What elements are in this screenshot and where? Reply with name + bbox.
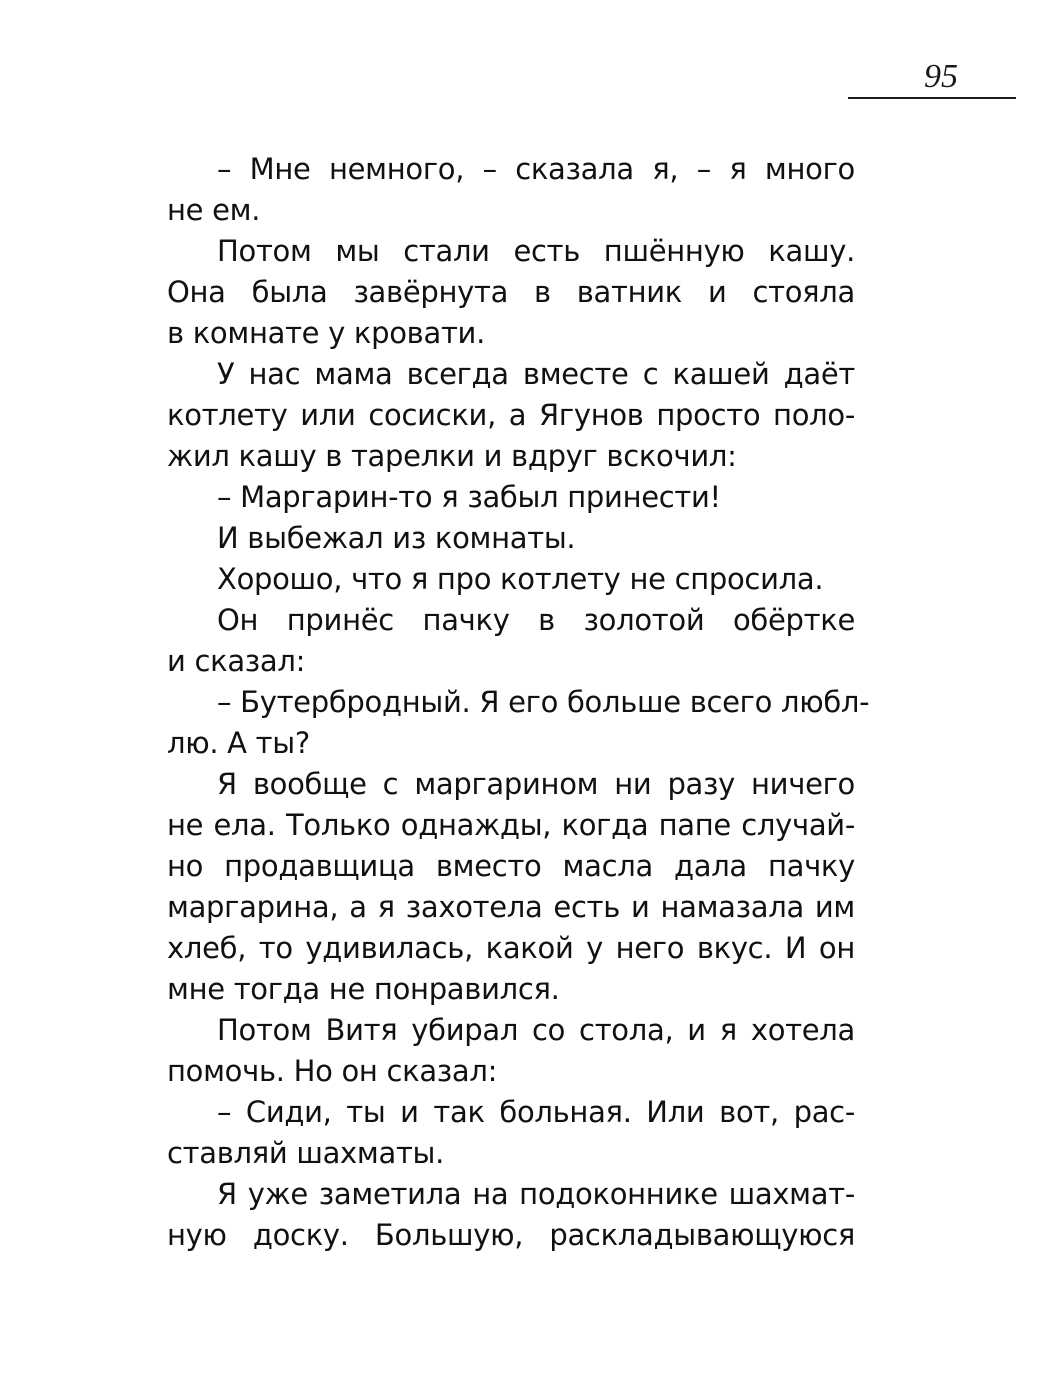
text-line: И выбежал из комнаты.	[217, 521, 576, 555]
text-line: Он принёс пачку в золотой обёртке	[217, 603, 855, 637]
text-line: – Сиди, ты и так больная. Или вот, рас-	[217, 1095, 855, 1129]
text-line: лю. А ты?	[167, 726, 310, 760]
page-header	[848, 60, 1016, 100]
page-number: 95	[924, 58, 958, 95]
text-line: Потом мы стали есть пшённую кашу.	[217, 234, 855, 268]
text-line: Потом Витя убирал со стола, и я хотела	[217, 1013, 855, 1047]
text-line: хлеб, то удивилась, какой у него вкус. И он	[167, 931, 855, 965]
text-line: но продавщица вместо масла дала пачку	[167, 849, 855, 883]
text-line: не ем.	[167, 193, 261, 227]
text-line: – Бутербродный. Я его больше всего любл-	[217, 685, 870, 719]
text-line: – Мне немного, – сказала я, – я много	[217, 152, 855, 186]
text-line: в комнате у кровати.	[167, 316, 485, 350]
text-line: жил кашу в тарелки и вдруг вскочил:	[167, 439, 737, 473]
body-text	[167, 149, 870, 1256]
text-line: Она была завёрнута в ватник и стояла	[167, 275, 855, 309]
text-line: ставляй шахматы.	[167, 1136, 445, 1170]
text-line: Хорошо, что я про котлету не спросила.	[217, 562, 824, 596]
text-line: мне тогда не понравился.	[167, 972, 560, 1006]
text-line: и сказал:	[167, 644, 306, 678]
text-line: помочь. Но он сказал:	[167, 1054, 498, 1088]
text-line: Я вообще с маргарином ни разу ничего	[217, 767, 855, 801]
text-line: котлету или сосиски, а Ягунов просто поло-	[167, 398, 855, 432]
text-line: не ела. Только однажды, когда папе случай-	[167, 808, 855, 842]
text-line: У нас мама всегда вместе с кашей даёт	[217, 357, 855, 391]
text-line: ную доску. Большую, раскладывающуюся	[167, 1218, 855, 1252]
text-line: маргарина, а я захотела есть и намазала им	[167, 890, 855, 924]
text-line: – Маргарин-то я забыл принести!	[217, 480, 721, 514]
text-line: Я уже заметила на подоконнике шахмат-	[217, 1177, 855, 1211]
header-rule	[848, 97, 1016, 99]
